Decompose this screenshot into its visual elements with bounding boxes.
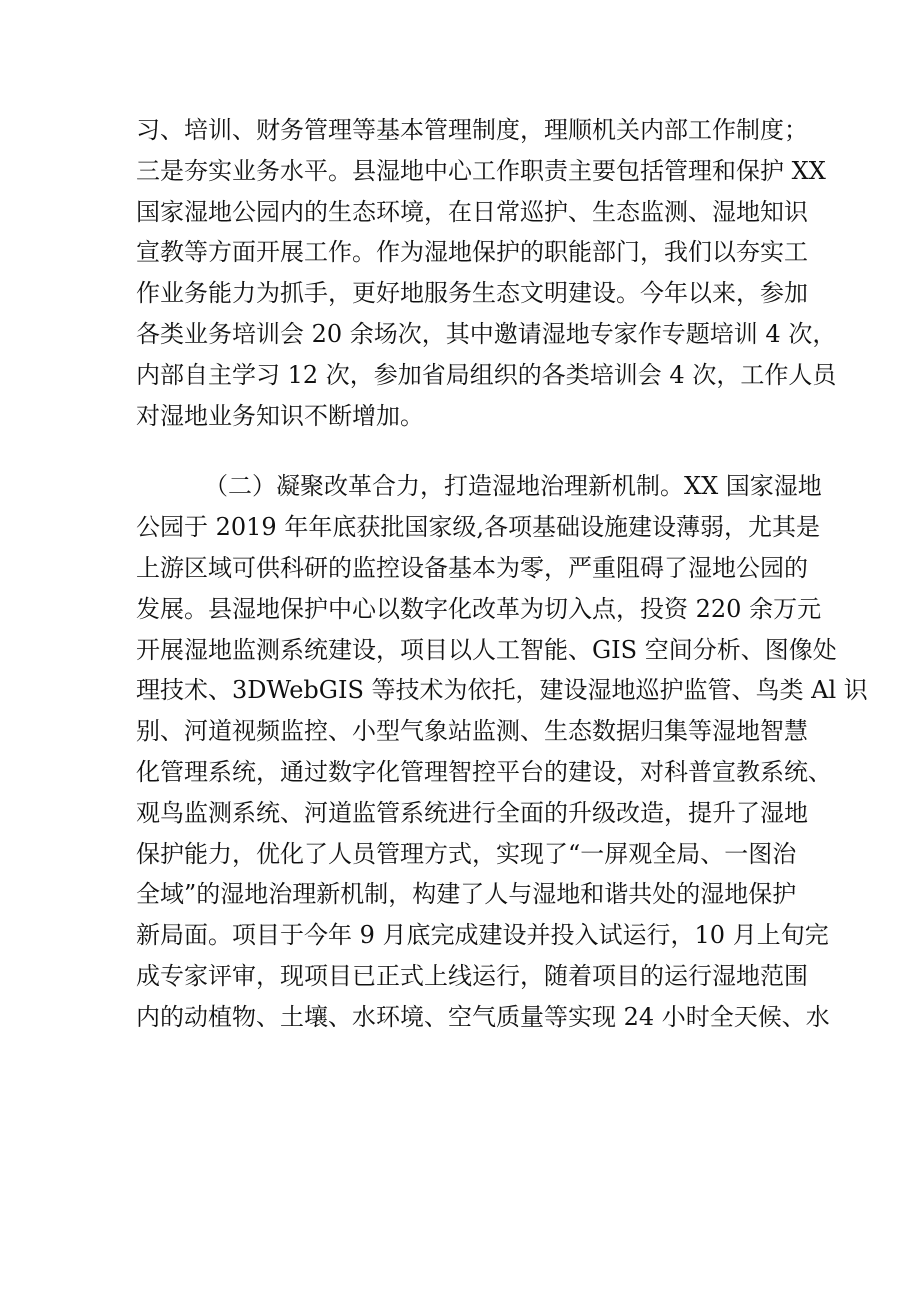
- text-line: 别、河道视频监控、小型气象站监测、生态数据归集等湿地智慧: [136, 717, 808, 746]
- text-line: 成专家评审，现项目已正式上线运行，随着项目的运行湿地范围: [136, 961, 808, 990]
- text-line: 开展湿地监测系统建设，项目以人工智能、GIS 空间分析、图像处: [136, 635, 837, 664]
- text-line: 保护能力，优化了人员管理方式，实现了“一屏观全局、一图治: [136, 839, 797, 868]
- text-line: 化管理系统，通过数字化管理智控平台的建设，对科普宣教系统、: [136, 757, 832, 786]
- text-line: 国家湿地公园内的生态环境，在日常巡护、生态监测、湿地知识: [136, 197, 808, 226]
- text-line: 各类业务培训会 20 余场次，其中邀请湿地专家作专题培训 4 次，: [136, 319, 837, 348]
- text-line: 全域”的湿地治理新机制，构建了人与湿地和谐共处的湿地保护: [136, 880, 797, 909]
- text-line: 对湿地业务知识不断增加。: [136, 401, 424, 430]
- text-line: 内的动植物、土壤、水环境、空气质量等实现 24 小时全天候、水: [136, 1002, 830, 1031]
- text-line: 新局面。项目于今年 9 月底完成建设并投入试运行，10 月上旬完: [136, 921, 829, 950]
- text-line: 作业务能力为抓手，更好地服务生态文明建设。今年以来，参加: [136, 279, 808, 308]
- text-line: 公园于 2019 年年底获批国家级,各项基础设施建设薄弱，尤其是: [136, 513, 820, 542]
- text-line: 宣教等方面开展工作。作为湿地保护的职能部门，我们以夯实工: [136, 238, 808, 267]
- text-line: 观鸟监测系统、河道监管系统进行全面的升级改造，提升了湿地: [136, 798, 808, 827]
- text-line: 上游区域可供科研的监控设备基本为零，严重阻碍了湿地公园的: [136, 553, 808, 582]
- paragraph-2: [136, 466, 868, 1037]
- text-line: 理技术、3DWebGIS 等技术为依托，建设湿地巡护监管、鸟类 Al 识: [136, 676, 868, 705]
- text-line: 内部自主学习 12 次，参加省局组织的各类培训会 4 次，工作人员: [136, 360, 837, 389]
- document-body: [136, 110, 868, 1038]
- text-line: 三是夯实业务水平。县湿地中心工作职责主要包括管理和保护 XX: [136, 156, 826, 185]
- text-line: 习、培训、财务管理等基本管理制度，理顺机关内部工作制度；: [136, 116, 808, 144]
- paragraph-1: [136, 110, 837, 436]
- text-line: 发展。县湿地保护中心以数字化改革为切入点，投资 220 余万元: [136, 594, 822, 623]
- text-line: （二）凝聚改革合力，打造湿地治理新机制。XX 国家湿地: [204, 472, 822, 501]
